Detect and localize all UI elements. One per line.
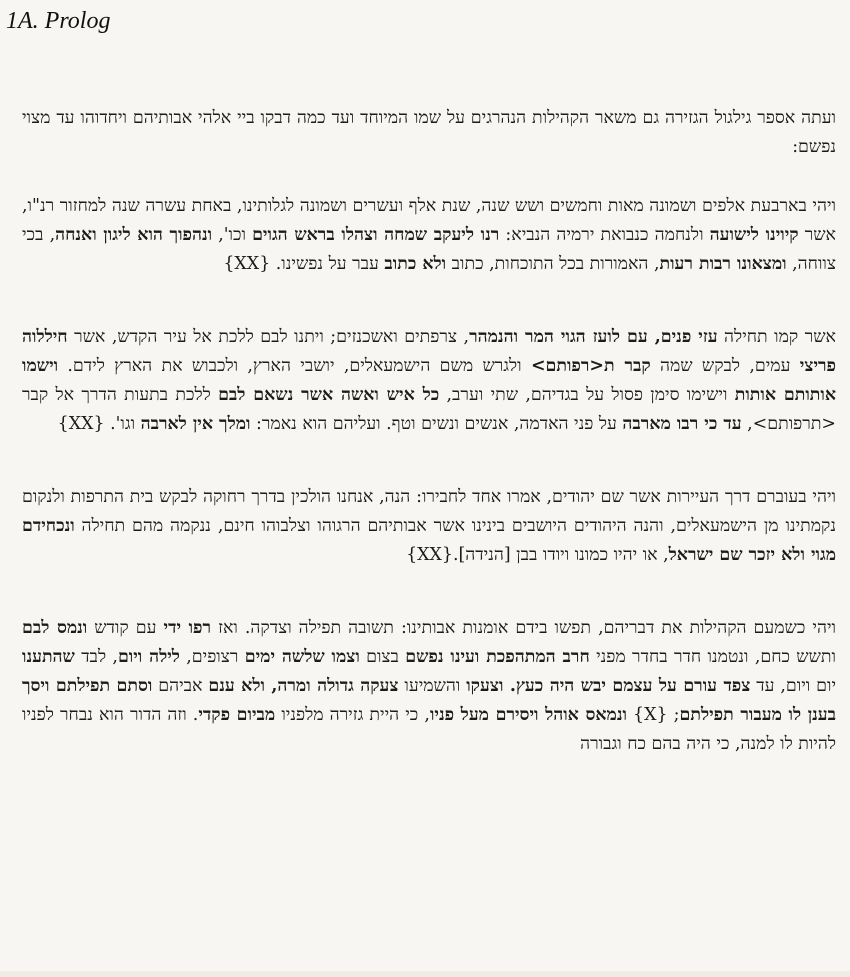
paragraph-4 (22, 483, 836, 570)
paragraph-1 (22, 104, 836, 162)
bold-phrase: כל איש ואשה אשר נשאם לבם (218, 385, 440, 405)
text-run: בצום (359, 647, 406, 667)
bold-phrase: ומצאונו רבות רעות (659, 254, 787, 274)
bold-phrase: קבר ת<רפותם> (530, 356, 651, 376)
text-run: ועתה אספר גילגול הגזירה גם משאר הקהילות הנהרגים על שמו המיוחד ועד כמה דבקו ביי אלהי אבותיהם ויחדוהו עד מצוי נפשם: (22, 108, 836, 157)
text-run: ; {X} (626, 705, 680, 725)
bold-phrase: קיוינו לישועה (709, 225, 799, 245)
bold-phrase: ונכחידם מגוי ולא יזכר שם ישראל (22, 516, 836, 565)
page-bottom-edge (0, 971, 850, 977)
document-body (22, 104, 836, 759)
text-run: אשר קמו תחילה (717, 327, 836, 347)
text-run: אביהם (152, 676, 209, 696)
text-run: עמים, לבקש שמה (650, 356, 800, 376)
paragraph-5 (22, 614, 836, 759)
paragraph-2 (22, 192, 836, 279)
text-run: ללכת בתעות הדרך אל קבר <תרפותם>, (22, 385, 836, 434)
section-title: 1A. Prolog (6, 8, 111, 34)
text-run: עבר על נפשינו. {XX} (223, 254, 385, 274)
bold-phrase: ונמאס אוהל ויסירם מעל פניו (429, 705, 627, 725)
text-run: . וזה הדור הוא נבחר לפניו להיות לו למנה, כי היה בהם כח וגבורה (22, 705, 836, 754)
bold-phrase: ומלך אין לארבה (140, 414, 251, 434)
text-run: ולנחמה כנבואת ירמיה הנביא: (499, 225, 710, 245)
text-run: רצופים, (179, 647, 245, 667)
text-run: ויהי כשמעם הקהילות את דבריהם, תפשו בידם אומנות אבותינו: תשובה תפילה וצדקה. ואז (211, 618, 836, 638)
text-run: יום ויום, עד (750, 676, 837, 696)
bold-phrase: עד כי רבו מארבה (622, 414, 742, 434)
bold-phrase: ולא כתוב (384, 254, 447, 274)
bold-phrase: חרב המתהפכת ועינו נפשם (405, 647, 590, 667)
text-run: , כי היית גזירה מלפניו (275, 705, 430, 725)
text-run: , או יהיו כמונו ויודו בבן [הנידה].{XX} (406, 545, 669, 565)
text-run: , בכי צווחה, (22, 225, 836, 274)
bold-phrase: וישמו אותותם אותות (22, 356, 836, 405)
text-run: וישימו סימן פסול על בגדיהם, שתי וערב, (439, 385, 735, 405)
text-run: על פני האדמה, אנשים ונשים וטף. ועליהם הוא נאמר: (250, 414, 623, 434)
text-run: והשמיעו (398, 676, 467, 696)
bold-phrase: רנו ליעקב שמחה וצהלו בראש הגוים (252, 225, 500, 245)
bold-phrase: וסתם תפילתם ויסך בענן לו מעבור תפילתם (22, 676, 837, 725)
text-run: , לבד (74, 647, 118, 667)
text-run: , צרפתים ואשכנזים; ויתנו לבם ללכת אל עיר הקדש, אשר (67, 327, 470, 347)
bold-phrase: וצמו שלשה ימים (244, 647, 360, 667)
text-run: ויהי בעוברם דרך העיירות אשר שם יהודים, אמרו אחד לחבירו: הנה, אנחנו הולכין בדרך רחוקה לבקש בית התרפות ולנקום נקמתינו מן הישמעאלים, והנה היהודים היושבים בינינו אשר אבותיהם הרגוהו וצלבוהו חינם, ננקמה מהם תחילה (22, 487, 836, 536)
text-run: ותשש כחם, ונטמנו חדר בחדר מפני (589, 647, 836, 667)
bold-phrase: צעקה גדולה ומרה, ולא ענם (208, 676, 399, 696)
bold-phrase: מביום פקדי (198, 705, 276, 725)
text-run: וכו', (212, 225, 253, 245)
bold-phrase: רפו ידי (163, 618, 212, 638)
text-run: ולגרש משם הישמעאלים, יושבי הארץ, ולכבוש את הארץ לידם. (58, 356, 531, 376)
text-run: ויהי בארבעת אלפים ושמונה מאות וחמשים ושש שנה, שנת אלף ועשרים ושמונה לגלותינו, באחת עשרה שנה למחזור רנ"ו, אשר (22, 196, 836, 245)
bold-phrase: ונמס לבם (22, 618, 88, 638)
bold-phrase: צפד עורם על עצמם יבש היה כעץ. וצעקו (466, 676, 751, 696)
bold-phrase: ונהפוך הוא ליגון ואנחה (55, 225, 213, 245)
text-run: עם קודש (87, 618, 164, 638)
text-run: , האמורות בכל התוכחות, כתוב (446, 254, 660, 274)
bold-phrase: שהתענו (22, 647, 75, 667)
bold-phrase: לילה ויום (117, 647, 180, 667)
bold-phrase: עזי פנים, עם לועז הגוי המר והנמהר (469, 327, 718, 347)
paragraph-3 (22, 323, 836, 439)
bold-phrase: חיללוה פריצי (22, 327, 837, 376)
text-run: וגו'. {XX} (57, 414, 141, 434)
